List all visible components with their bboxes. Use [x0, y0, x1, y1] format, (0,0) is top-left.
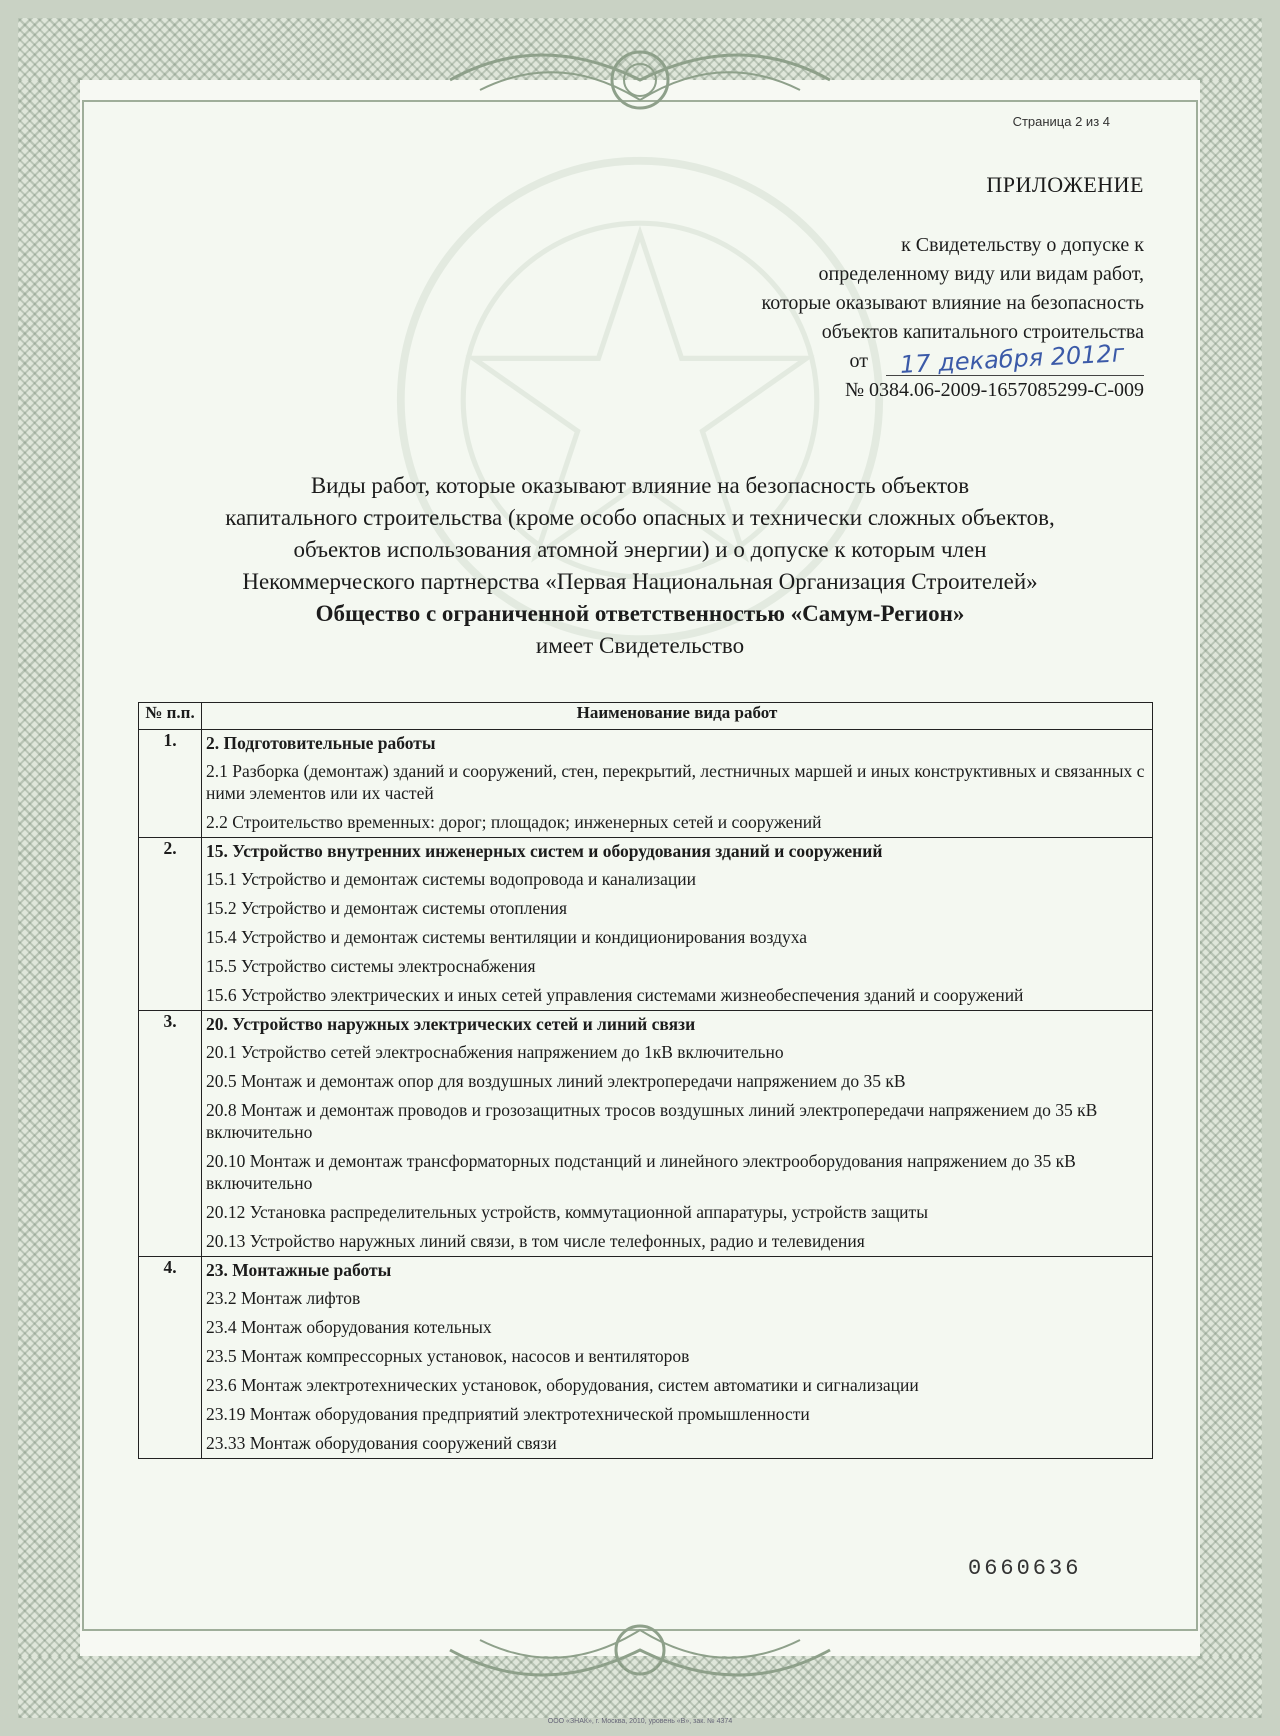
row-number: 3.: [139, 1011, 202, 1257]
appendix-line: к Свидетельству о допуске к: [901, 234, 1144, 256]
heading-last-line: имеет Свидетельство: [535, 633, 745, 658]
work-item: 15.1 Устройство и демонтаж системы водопровода и канализации: [206, 869, 696, 889]
handwritten-date: 17 декабря 2012г: [899, 339, 1126, 379]
table-row: [139, 1257, 1153, 1459]
work-item: 23.6 Монтаж электротехнических установок, оборудования, систем автоматики и сигнализации: [206, 1375, 919, 1395]
heading-line: объектов использования атомной энергии) и о допуске к которым член: [293, 537, 987, 562]
form-serial-number: 0660636: [968, 1556, 1082, 1581]
document-heading: [120, 470, 1160, 662]
appendix-line: объектов капитального строительства: [821, 321, 1144, 343]
work-item: 15.5 Устройство системы электроснабжения: [206, 956, 536, 976]
work-group: [202, 1257, 1153, 1459]
work-item: 20.5 Монтаж и демонтаж опор для воздушных линий электропередачи напряжением до 35 кВ: [206, 1071, 906, 1091]
printer-imprint: ООО «ЗНАК», г. Москва, 2010, уровень «В», зак. № 4374: [547, 1718, 733, 1725]
row-number: 4.: [139, 1257, 202, 1459]
date-prefix: от: [849, 350, 868, 372]
work-item: 15.6 Устройство электрических и иных сетей управления системами жизнеобеспечения зданий и сооружений: [206, 985, 1024, 1005]
work-item: 23.4 Монтаж оборудования котельных: [206, 1317, 492, 1337]
work-item: 23.19 Монтаж оборудования предприятий электротехнической промышленности: [206, 1404, 810, 1424]
work-group: [202, 838, 1153, 1011]
work-item: 20.1 Устройство сетей электроснабжения напряжением до 1кВ включительно: [206, 1042, 784, 1062]
page-number: Страница 2 из 4: [1012, 114, 1110, 129]
work-item: 2.1 Разборка (демонтаж) зданий и сооружений, стен, перекрытий, лестничных маршей и иных конструктивных и связанных с ними элементов или их частей: [206, 761, 1145, 803]
work-item: 15.2 Устройство и демонтаж системы отопления: [206, 898, 568, 918]
work-item: 23.33 Монтаж оборудования сооружений связи: [206, 1433, 557, 1453]
heading-line: Некоммерческого партнерства «Первая Национальная Организация Строителей»: [242, 569, 1038, 594]
work-item: 15.4 Устройство и демонтаж системы вентиляции и кондиционирования воздуха: [206, 927, 808, 947]
appendix-title: ПРИЛОЖЕНИЕ: [986, 172, 1144, 197]
column-header-name: Наименование вида работ: [202, 703, 1153, 730]
work-item: 20.13 Устройство наружных линий связи, в том числе телефонных, радио и телевидения: [206, 1231, 865, 1251]
table-row: [139, 1011, 1153, 1257]
date-row: [762, 339, 1144, 379]
group-title: 15. Устройство внутренних инженерных систем и оборудования зданий и сооружений: [206, 841, 883, 861]
heading-line: капитального строительства (кроме особо опасных и технически сложных объектов,: [225, 505, 1055, 530]
table-header-row: [139, 703, 1153, 730]
work-item: 20.10 Монтаж и демонтаж трансформаторных подстанций и линейного электрооборудования напряжением до 35 кВ включительно: [206, 1151, 1076, 1193]
works-table: [138, 702, 1153, 1459]
table-row: [139, 730, 1153, 838]
row-number: 1.: [139, 730, 202, 838]
group-title: 2. Подготовительные работы: [206, 733, 436, 753]
appendix-line: определенному виду или видам работ,: [818, 263, 1144, 285]
appendix-line: которые оказывают влияние на безопасность: [761, 292, 1144, 314]
group-title: 20. Устройство наружных электрических сетей и линий связи: [206, 1014, 696, 1034]
date-underline: [886, 339, 1144, 379]
certificate-number: № 0384.06-2009-1657085299-С-009: [844, 379, 1144, 401]
row-number: 2.: [139, 838, 202, 1011]
work-item: 23.5 Монтаж компрессорных установок, насосов и вентиляторов: [206, 1346, 690, 1366]
company-name: Общество с ограниченной ответственностью «Самум-Регион»: [315, 601, 965, 626]
work-item: 20.8 Монтаж и демонтаж проводов и грозозащитных тросов воздушных линий электропередачи напряжением до 35 кВ включительно: [206, 1100, 1098, 1142]
work-item: 2.2 Строительство временных: дорог; площадок; инженерных сетей и сооружений: [206, 812, 822, 832]
heading-line: Виды работ, которые оказывают влияние на безопасность объектов: [310, 473, 970, 498]
column-header-number: № п.п.: [139, 703, 202, 730]
work-item: 23.2 Монтаж лифтов: [206, 1288, 361, 1308]
work-group: [202, 730, 1153, 838]
appendix-reference: [762, 231, 1144, 405]
work-item: 20.12 Установка распределительных устройств, коммутационной аппаратуры, устройств защиты: [206, 1202, 928, 1222]
work-group: [202, 1011, 1153, 1257]
group-title: 23. Монтажные работы: [206, 1260, 392, 1280]
table-row: [139, 838, 1153, 1011]
